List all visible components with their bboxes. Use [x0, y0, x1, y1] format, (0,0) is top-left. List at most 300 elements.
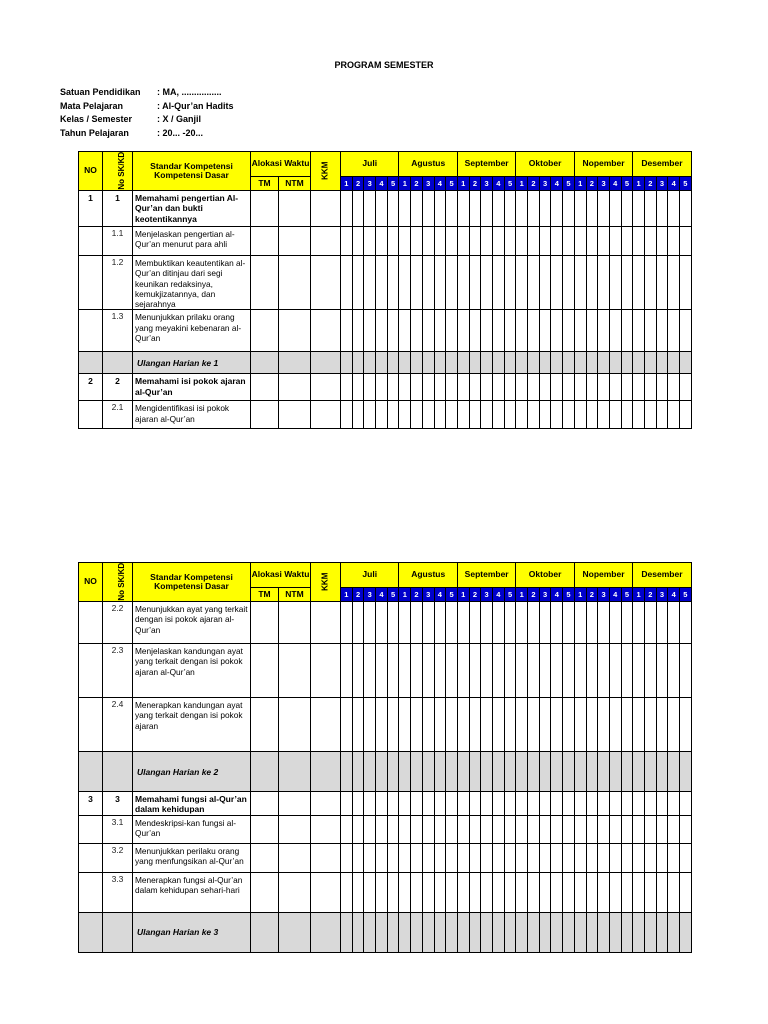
week-cell	[457, 843, 469, 872]
week-cell	[446, 698, 458, 752]
week-cell	[644, 401, 656, 429]
week-cell	[492, 644, 504, 698]
week-cell	[633, 310, 645, 352]
week-cell	[644, 191, 656, 227]
header-week: 5	[621, 588, 633, 602]
header-week: 3	[656, 588, 668, 602]
header-month: Oktober	[516, 563, 574, 588]
week-cell	[341, 256, 353, 310]
week-cell	[621, 792, 633, 816]
week-cell	[411, 191, 423, 227]
week-cell	[352, 752, 364, 792]
week-cell	[633, 602, 645, 644]
header-week: 3	[364, 177, 376, 191]
week-cell	[422, 401, 434, 429]
week-cell	[469, 792, 481, 816]
week-cell	[434, 792, 446, 816]
week-cell	[563, 752, 575, 792]
row-kkm	[311, 843, 341, 872]
week-cell	[446, 352, 458, 374]
week-cell	[539, 256, 551, 310]
week-cell	[411, 602, 423, 644]
week-cell	[609, 644, 621, 698]
week-cell	[469, 912, 481, 952]
header-month: Nopember	[574, 152, 632, 177]
week-cell	[352, 602, 364, 644]
row-kkm	[311, 227, 341, 256]
week-cell	[492, 752, 504, 792]
week-cell	[411, 374, 423, 401]
week-cell	[586, 256, 598, 310]
row-no	[79, 256, 103, 310]
week-cell	[399, 256, 411, 310]
week-cell	[399, 752, 411, 792]
row-kkm	[311, 644, 341, 698]
header-week: 1	[574, 588, 586, 602]
week-cell	[680, 352, 692, 374]
week-cell	[492, 352, 504, 374]
week-cell	[469, 602, 481, 644]
week-cell	[539, 912, 551, 952]
header-month: Nopember	[574, 563, 632, 588]
week-cell	[341, 872, 353, 912]
row-kkm	[311, 602, 341, 644]
week-cell	[341, 792, 353, 816]
row-no	[79, 644, 103, 698]
week-cell	[492, 912, 504, 952]
row-skkd: 1.1	[103, 227, 133, 256]
week-cell	[621, 752, 633, 792]
week-cell	[586, 352, 598, 374]
week-cell	[574, 256, 586, 310]
week-cell	[644, 752, 656, 792]
week-cell	[481, 872, 493, 912]
header-week: 4	[492, 177, 504, 191]
header-week: 2	[528, 588, 540, 602]
basic-competency-row	[79, 843, 692, 872]
row-ntm	[279, 602, 311, 644]
info-row	[60, 86, 234, 100]
week-cell	[434, 912, 446, 952]
week-cell	[457, 256, 469, 310]
week-cell	[528, 644, 540, 698]
week-cell	[399, 644, 411, 698]
header-week: 4	[609, 588, 621, 602]
header-week: 1	[633, 588, 645, 602]
week-cell	[504, 227, 516, 256]
week-cell	[446, 310, 458, 352]
header-week: 5	[387, 177, 399, 191]
week-cell	[399, 352, 411, 374]
week-cell	[364, 401, 376, 429]
row-skkd: 1	[103, 191, 133, 227]
week-cell	[668, 191, 680, 227]
week-cell	[387, 872, 399, 912]
row-tm	[251, 815, 279, 843]
week-cell	[598, 752, 610, 792]
week-cell	[680, 374, 692, 401]
week-cell	[609, 352, 621, 374]
week-cell	[574, 310, 586, 352]
week-cell	[539, 310, 551, 352]
week-cell	[656, 815, 668, 843]
week-cell	[446, 602, 458, 644]
week-cell	[680, 912, 692, 952]
week-cell	[668, 374, 680, 401]
week-cell	[621, 352, 633, 374]
week-cell	[574, 374, 586, 401]
week-cell	[434, 310, 446, 352]
week-cell	[656, 191, 668, 227]
week-cell	[528, 912, 540, 952]
header-month: Agustus	[399, 152, 457, 177]
row-no	[79, 310, 103, 352]
row-kkm	[311, 191, 341, 227]
basic-competency-row	[79, 256, 692, 310]
row-no	[79, 912, 103, 952]
row-tm	[251, 227, 279, 256]
header-week: 5	[563, 177, 575, 191]
info-row	[60, 113, 234, 127]
week-cell	[457, 602, 469, 644]
week-cell	[492, 191, 504, 227]
week-cell	[539, 872, 551, 912]
row-skkd: 3.3	[103, 872, 133, 912]
week-cell	[621, 698, 633, 752]
week-cell	[644, 872, 656, 912]
row-tm	[251, 872, 279, 912]
row-kkm	[311, 872, 341, 912]
week-cell	[656, 227, 668, 256]
week-cell	[446, 752, 458, 792]
header-week: 1	[457, 588, 469, 602]
header-week: 4	[551, 588, 563, 602]
week-cell	[446, 227, 458, 256]
week-cell	[574, 815, 586, 843]
week-cell	[387, 401, 399, 429]
week-cell	[633, 872, 645, 912]
header-week: 1	[399, 588, 411, 602]
week-cell	[598, 227, 610, 256]
week-cell	[551, 912, 563, 952]
week-cell	[528, 843, 540, 872]
row-skkd: 2.2	[103, 602, 133, 644]
week-cell	[376, 752, 388, 792]
row-ntm	[279, 401, 311, 429]
week-cell	[387, 815, 399, 843]
week-cell	[481, 752, 493, 792]
row-kkm	[311, 256, 341, 310]
week-cell	[516, 843, 528, 872]
week-cell	[563, 374, 575, 401]
week-cell	[516, 815, 528, 843]
week-cell	[492, 872, 504, 912]
header-week: 4	[609, 177, 621, 191]
week-cell	[376, 227, 388, 256]
week-cell	[352, 227, 364, 256]
header-week: 1	[633, 177, 645, 191]
week-cell	[633, 644, 645, 698]
week-cell	[644, 912, 656, 952]
week-cell	[399, 698, 411, 752]
week-cell	[446, 815, 458, 843]
row-tm	[251, 698, 279, 752]
week-cell	[387, 752, 399, 792]
week-cell	[376, 792, 388, 816]
week-cell	[633, 843, 645, 872]
competency-standard-row	[79, 191, 692, 227]
week-cell	[352, 191, 364, 227]
week-cell	[399, 310, 411, 352]
week-cell	[457, 227, 469, 256]
header-week: 2	[644, 177, 656, 191]
week-cell	[341, 912, 353, 952]
row-description: Ulangan Harian ke 3	[133, 912, 251, 952]
week-cell	[481, 401, 493, 429]
week-cell	[387, 602, 399, 644]
row-ntm	[279, 310, 311, 352]
basic-competency-row	[79, 602, 692, 644]
header-row	[79, 152, 692, 177]
row-description: Ulangan Harian ke 2	[133, 752, 251, 792]
row-no: 3	[79, 792, 103, 816]
week-cell	[364, 227, 376, 256]
header-week: 2	[469, 177, 481, 191]
week-cell	[680, 401, 692, 429]
row-tm	[251, 792, 279, 816]
header-standar: Standar Kompetensi Kompetensi Dasar	[133, 563, 251, 602]
week-cell	[621, 227, 633, 256]
week-cell	[574, 352, 586, 374]
week-cell	[680, 843, 692, 872]
week-cell	[492, 310, 504, 352]
week-cell	[609, 374, 621, 401]
week-cell	[609, 227, 621, 256]
week-cell	[387, 256, 399, 310]
header-week: 4	[376, 177, 388, 191]
basic-competency-row	[79, 872, 692, 912]
week-cell	[481, 256, 493, 310]
week-cell	[469, 698, 481, 752]
week-cell	[551, 227, 563, 256]
week-cell	[481, 815, 493, 843]
row-ntm	[279, 227, 311, 256]
header-alokasi: Alokasi Waktu	[251, 563, 311, 588]
week-cell	[680, 644, 692, 698]
week-cell	[680, 602, 692, 644]
week-cell	[680, 815, 692, 843]
row-ntm	[279, 256, 311, 310]
week-cell	[364, 191, 376, 227]
week-cell	[563, 310, 575, 352]
week-cell	[364, 912, 376, 952]
week-cell	[633, 374, 645, 401]
week-cell	[504, 752, 516, 792]
week-cell	[376, 401, 388, 429]
header-month: September	[457, 152, 515, 177]
week-cell	[504, 191, 516, 227]
document-title: PROGRAM SEMESTER	[334, 60, 434, 70]
schedule-table-2	[78, 562, 692, 953]
week-cell	[656, 602, 668, 644]
header-week: 1	[457, 177, 469, 191]
week-cell	[656, 310, 668, 352]
week-cell	[539, 352, 551, 374]
row-ntm	[279, 374, 311, 401]
row-tm	[251, 191, 279, 227]
week-cell	[481, 191, 493, 227]
week-cell	[598, 256, 610, 310]
week-cell	[551, 843, 563, 872]
header-alokasi: Alokasi Waktu	[251, 152, 311, 177]
header-week: 1	[574, 177, 586, 191]
info-value: : X / Ganjil	[157, 114, 202, 125]
week-cell	[446, 644, 458, 698]
week-cell	[481, 644, 493, 698]
week-cell	[563, 792, 575, 816]
row-tm	[251, 401, 279, 429]
week-cell	[469, 752, 481, 792]
week-cell	[469, 872, 481, 912]
week-cell	[376, 602, 388, 644]
week-cell	[644, 602, 656, 644]
week-cell	[504, 401, 516, 429]
week-cell	[481, 602, 493, 644]
header-month: Juli	[341, 152, 399, 177]
row-description: Mengidentifikasi isi pokok ajaran al-Qur’an	[133, 401, 251, 429]
row-ntm	[279, 792, 311, 816]
week-cell	[434, 872, 446, 912]
week-cell	[574, 227, 586, 256]
week-cell	[376, 310, 388, 352]
week-cell	[644, 352, 656, 374]
row-description: Ulangan Harian ke 1	[133, 352, 251, 374]
week-cell	[387, 698, 399, 752]
header-week: 3	[539, 588, 551, 602]
row-tm	[251, 352, 279, 374]
week-cell	[469, 644, 481, 698]
week-cell	[609, 815, 621, 843]
week-cell	[411, 698, 423, 752]
week-cell	[609, 752, 621, 792]
header-month: Desember	[633, 563, 691, 588]
week-cell	[668, 644, 680, 698]
week-cell	[644, 815, 656, 843]
week-cell	[633, 815, 645, 843]
week-cell	[457, 644, 469, 698]
row-ntm	[279, 698, 311, 752]
week-cell	[609, 191, 621, 227]
week-cell	[563, 872, 575, 912]
week-cell	[457, 191, 469, 227]
week-cell	[680, 752, 692, 792]
week-cell	[434, 843, 446, 872]
week-cell	[574, 872, 586, 912]
week-cell	[434, 602, 446, 644]
week-cell	[492, 256, 504, 310]
week-cell	[680, 191, 692, 227]
week-cell	[563, 352, 575, 374]
row-ntm	[279, 752, 311, 792]
header-week: 3	[364, 588, 376, 602]
week-cell	[376, 374, 388, 401]
row-skkd: 1.2	[103, 256, 133, 310]
week-cell	[446, 843, 458, 872]
week-cell	[341, 698, 353, 752]
week-cell	[457, 815, 469, 843]
week-cell	[376, 644, 388, 698]
info-row	[60, 127, 234, 141]
week-cell	[598, 352, 610, 374]
header-kkm-label: KKM	[320, 572, 330, 592]
week-cell	[539, 191, 551, 227]
row-skkd	[103, 352, 133, 374]
row-tm	[251, 752, 279, 792]
week-cell	[376, 191, 388, 227]
header-week: 3	[598, 588, 610, 602]
week-cell	[399, 815, 411, 843]
week-cell	[609, 912, 621, 952]
week-cell	[586, 401, 598, 429]
row-tm	[251, 644, 279, 698]
week-cell	[457, 374, 469, 401]
row-description: Menerapkan fungsi al-Qur’an dalam kehidupan sehari-hari	[133, 872, 251, 912]
week-cell	[551, 752, 563, 792]
row-ntm	[279, 191, 311, 227]
header-month: Desember	[633, 152, 691, 177]
week-cell	[516, 374, 528, 401]
week-cell	[598, 644, 610, 698]
basic-competency-row	[79, 227, 692, 256]
header-week: 1	[341, 588, 353, 602]
header-week: 4	[668, 588, 680, 602]
info-label: Kelas / Semester	[60, 114, 133, 125]
header-week: 2	[586, 588, 598, 602]
info-label: Tahun Pelajaran	[60, 127, 129, 138]
week-cell	[364, 815, 376, 843]
info-value: : 20... -20...	[157, 127, 204, 138]
week-cell	[668, 698, 680, 752]
row-kkm	[311, 310, 341, 352]
week-cell	[563, 912, 575, 952]
week-cell	[551, 792, 563, 816]
header-week: 1	[516, 177, 528, 191]
week-cell	[376, 698, 388, 752]
week-cell	[341, 401, 353, 429]
header-week: 3	[656, 177, 668, 191]
row-ntm	[279, 872, 311, 912]
week-cell	[598, 698, 610, 752]
week-cell	[341, 752, 353, 792]
header-week: 2	[469, 588, 481, 602]
week-cell	[609, 401, 621, 429]
week-cell	[574, 912, 586, 952]
week-cell	[633, 352, 645, 374]
week-cell	[492, 401, 504, 429]
row-tm	[251, 912, 279, 952]
header-week: 5	[504, 177, 516, 191]
row-description: Memahami isi pokok ajaran al-Qur’an	[133, 374, 251, 401]
row-ntm	[279, 912, 311, 952]
week-cell	[644, 310, 656, 352]
week-cell	[446, 401, 458, 429]
week-cell	[364, 792, 376, 816]
week-cell	[422, 912, 434, 952]
week-cell	[411, 912, 423, 952]
week-cell	[434, 374, 446, 401]
row-tm	[251, 374, 279, 401]
week-cell	[633, 227, 645, 256]
